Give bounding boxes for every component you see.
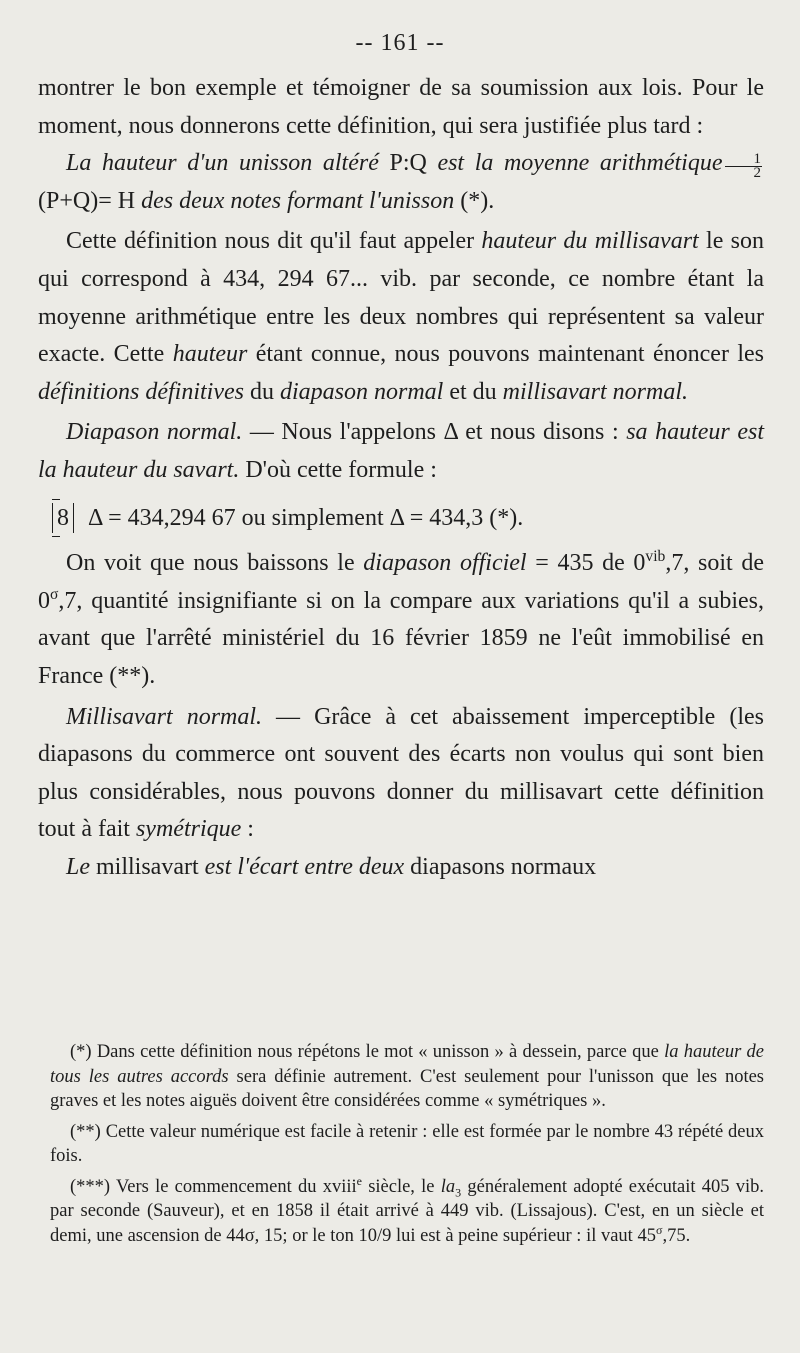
text-run: D'où cette formule : [239,456,437,483]
italic-run: millisavart normal. [502,378,688,405]
formula-8 [52,500,764,538]
fraction-denominator: 2 [753,164,762,181]
italic-run: Le [66,853,90,880]
italic-run: est l'écart entre deux [204,853,405,880]
text-run: généralement adopté exécutait 405 vib. par seconde (Sauveur), et en 1858 il était arrivé à 449 vib. (Lissajous). C'est, en un siècle et demi, une ascension de 44σ, 15; or le ton 10/9 lui est à peine supérieur : il vaut 45 [50,1176,764,1246]
text-run: millisavart [90,853,205,880]
text-run: siècle, le [361,1176,441,1197]
formula-number: 8 [52,503,74,533]
text-run: montrer le bon exemple et témoigner de sa soumission aux lois. Pour le moment, nous donnerons cette définition, qui sera justifiée plus tard : [38,75,764,139]
text-run: sera définie autrement. C'est seulement pour l'unisson que les notes graves et les notes aiguës doivent être considérées comme « symétriques ». [50,1066,764,1111]
text-run: = 435 de 0 [526,550,646,577]
paragraph-diapason-normal [38,414,764,489]
paragraph-diapason-officiel [38,545,764,695]
definition-unisson [38,145,764,220]
text-run: (**) Cette valeur numérique est facile à retenir : elle est formée par le nombre 43 répété deux fois. [50,1121,764,1166]
text-run: P:Q [378,150,438,177]
formula-text: Δ = 434,294 67 ou simplement Δ = 434,3 (*). [88,504,524,531]
fraction [725,150,763,181]
italic-run: la [440,1176,456,1197]
italic-run: définitions définitives [38,378,244,405]
main-text [38,70,764,886]
page-number: -- 161 -- [355,30,445,56]
superscript: σ [655,1222,663,1237]
text-run: — Grâce à cet abaissement imperceptible (les diapasons du commerce ont souvent des écarts non voulus qui sont bien plus considérables, nous pouvons donner du millisavart cette définition tout à fait [38,703,764,843]
text-run: Cette définition nous dit qu'il faut appeler [66,228,482,255]
italic-run: est la moyenne arithmétique [437,150,723,177]
italic-run: symétrique [135,816,242,843]
text-run: ,7, quantité insignifiante si on la compare aux variations qu'il a subies, avant que l'arrêté ministériel du 16 février 1859 ne l'eût immobilisé en France (**). [38,587,764,689]
paragraph-millisavart-normal [38,699,764,849]
text-run: étant connue, nous pouvons maintenant énoncer les [247,341,764,368]
text-run: ,7, soit de 0 [38,550,765,614]
text-run: le son qui correspond à 434, 294 67... vib. par seconde, ce nombre étant la moyenne arithmétique entre les deux nombres qui représentent sa valeur exacte. Cette [38,228,765,368]
italic-run: des deux notes formant l'unisson [141,187,455,214]
italic-run: Diapason normal. [66,419,243,446]
italic-run: La hauteur d'un unisson altéré [66,150,379,177]
text-run: du [243,378,280,405]
italic-run: diapason normal [279,378,444,405]
text-run: (P+Q)= H [38,187,142,214]
paragraph-definition [38,223,764,411]
footnote-3 [50,1175,764,1249]
italic-run: Millisavart normal. [66,703,263,730]
fraction-numerator: 1 [725,153,763,167]
text-run: diapasons normaux [404,853,597,880]
footnote-2 [50,1120,764,1169]
footnotes [50,1040,764,1254]
text-run: : [241,816,254,843]
superscript: e [356,1173,362,1188]
italic-run: diapason officiel [363,550,527,577]
text-run: (*). [454,187,495,214]
italic-run: hauteur du millisavart [481,228,699,255]
text-run: (*) Dans cette définition nous répétons le mot « unisson » à dessein, parce que [70,1042,665,1062]
text-run: et du [443,378,503,405]
text-run: (***) Vers le commencement du xviii [70,1176,357,1197]
text-run: — Nous l'appelons Δ et nous disons : [242,419,627,446]
superscript: σ [50,585,59,603]
superscript: vib [645,548,666,566]
paragraph-millisavart-definition [38,849,764,887]
italic-run: la hauteur de tous les autres accords [50,1042,765,1087]
italic-run: sa hauteur est la hauteur du savart. [38,419,764,483]
paragraph-1 [38,70,764,145]
footnote-1 [50,1040,764,1114]
subscript: 3 [455,1185,462,1200]
text-run: ,75. [662,1225,691,1246]
text-run: On voit que nous baissons le [66,550,364,577]
italic-run: hauteur [172,341,248,368]
